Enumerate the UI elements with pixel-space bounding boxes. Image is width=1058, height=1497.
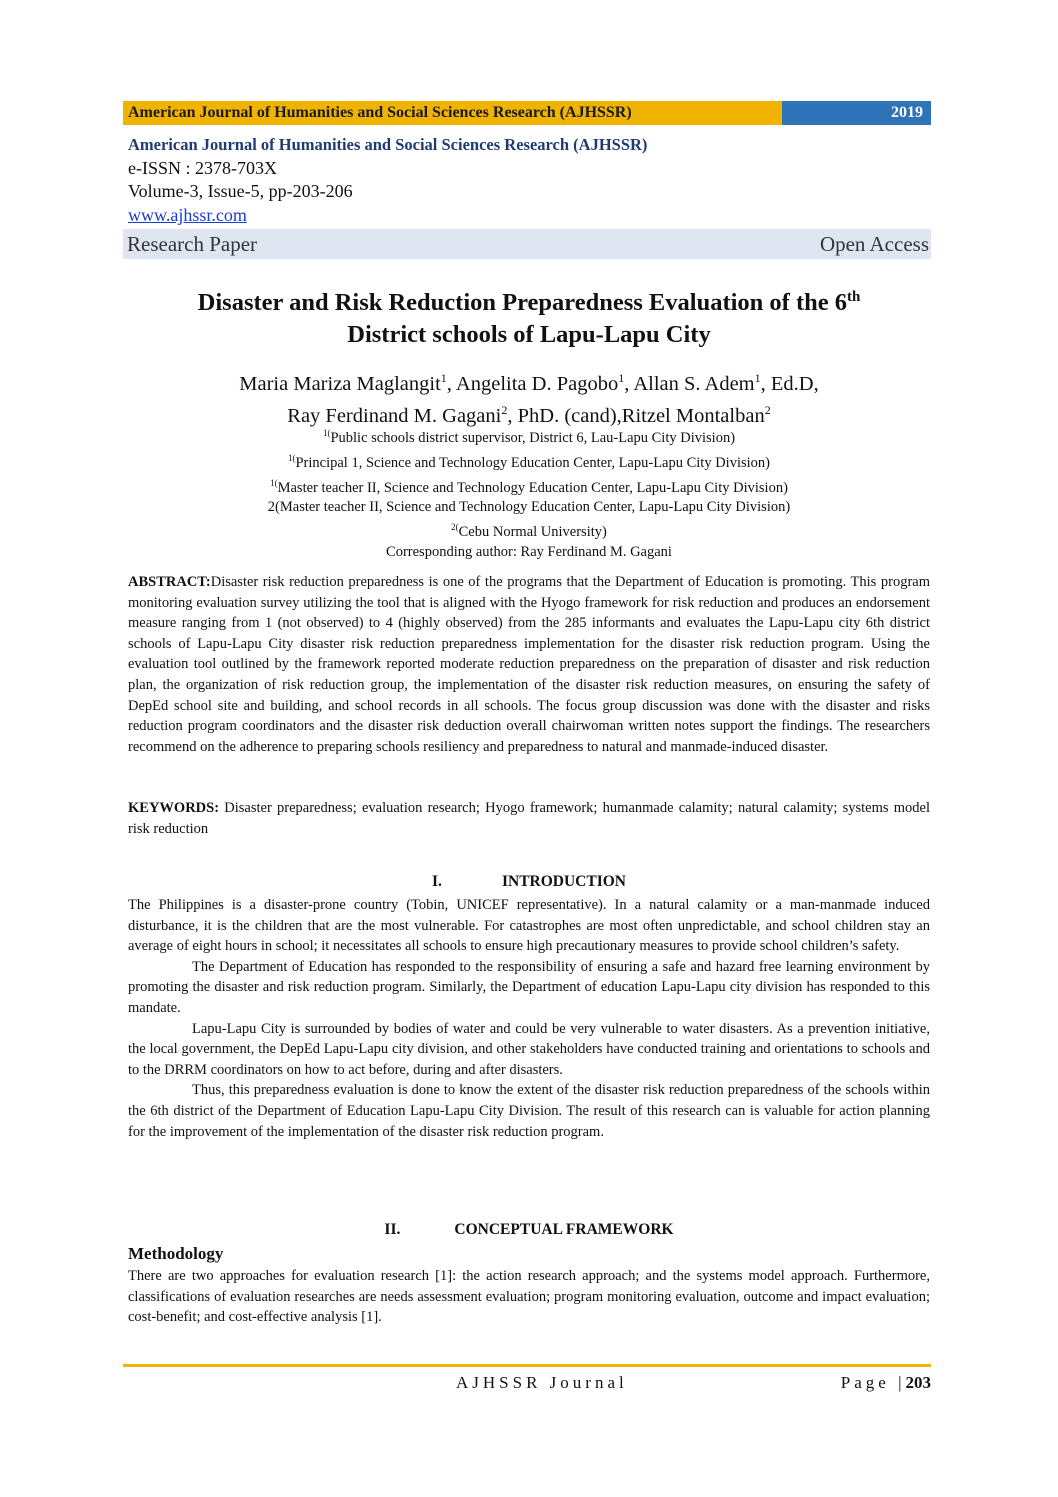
section-title: CONCEPTUAL FRAMEWORK bbox=[454, 1221, 674, 1238]
introduction-body bbox=[128, 895, 930, 1142]
footer-journal: AJHSSR Journal bbox=[456, 1373, 628, 1392]
affiliation-sup: 2( bbox=[451, 522, 459, 533]
affiliation-text: Cebu Normal University) bbox=[458, 524, 607, 541]
affiliation-line bbox=[80, 517, 978, 542]
affiliation-line bbox=[80, 497, 978, 517]
author-sup: 1 bbox=[754, 371, 761, 385]
section-heading-introduction bbox=[128, 873, 930, 891]
affiliation-line bbox=[80, 423, 978, 448]
section-number: II. bbox=[384, 1221, 401, 1238]
abstract-label: ABSTRACT: bbox=[128, 574, 211, 590]
author-sup: 2 bbox=[501, 402, 508, 417]
page-label: Page | bbox=[840, 1373, 906, 1392]
access-type: Open Access bbox=[819, 231, 929, 256]
paragraph: The Department of Education has responded to the responsibility of ensuring a safe and hazard free learning environment by promoting the disaster and risk reduction program. Similarly, the Department of education Lapu-Lapu city division has responded to this mandate. bbox=[128, 958, 930, 1016]
affiliation-text: Principal 1, Science and Technology Education Center, Lapu-Lapu City Division) bbox=[295, 454, 770, 471]
author-name: Ray Ferdinand M. Gagani bbox=[287, 404, 502, 427]
title-sup: th bbox=[846, 289, 861, 305]
author-sup: 1 bbox=[440, 371, 447, 385]
affiliation-line bbox=[80, 448, 978, 473]
section-heading-conceptual-framework bbox=[128, 1221, 930, 1239]
author-sup: 2 bbox=[764, 402, 771, 417]
journal-banner bbox=[123, 101, 931, 125]
abstract-text: Disaster risk reduction preparedness is one of the programs that the Department of Education is promoting. This program monitoring evaluation survey utilizing the tool that is aligned with the Hyogo framework for risk reduction and produces an endorsement measure ranging from 1 (not observed) to 4 (highly observed) from the 285 informants and evaluates the Lapu-Lapu city 6th district schools of Lapu-Lapu City disaster risk reduction preparedness implementation for the disaster risk reduction program. Using the evaluation tool outlined by the framework reported moderate reduction preparedness on the preparation of disaster and risk reduction plan, the organization of risk reduction group, the implementation of the disaster risk reduction measures, on ensuring the safety of DepEd school site and building, and school records in all schools. The focus group discussion was done with the disaster and risks reduction program coordinators and the disaster risk deduction overall chairwoman written notes support the findings. The researchers recommend on the adherence to preparing schools resiliency and preparedness to natural and manmade-induced disaster. bbox=[128, 574, 930, 755]
corresponding-author-text: Corresponding author: Ray Ferdinand M. Gagani bbox=[386, 544, 672, 561]
footer-divider bbox=[123, 1364, 931, 1367]
corresponding-author bbox=[80, 542, 978, 562]
abstract bbox=[128, 572, 930, 757]
keywords-text: Disaster preparedness; evaluation research; Hyogo framework; humanmade calamity; natural calamity; systems model risk reduction bbox=[128, 800, 930, 837]
section-number: I. bbox=[431, 873, 442, 890]
affiliation-sup: 1( bbox=[322, 428, 331, 438]
title-line-1: Disaster and Risk Reduction Preparedness Evaluation of the 6 bbox=[197, 289, 847, 317]
paper-type-band bbox=[123, 229, 931, 259]
author-sup: 1 bbox=[618, 371, 625, 385]
volume-info: Volume-3, Issue-5, pp-203-206 bbox=[128, 181, 353, 201]
subsection-heading: Methodology bbox=[128, 1244, 224, 1263]
title-line-2: District schools of Lapu-Lapu City bbox=[347, 321, 711, 349]
paper-type: Research Paper bbox=[127, 231, 258, 256]
author-name: Allan S. Adem bbox=[633, 372, 755, 395]
banner-journal-name: American Journal of Humanities and Social Sciences Research (AJHSSR) bbox=[123, 101, 782, 125]
paper-title bbox=[80, 281, 978, 351]
author-name: Maria Mariza Maglangit bbox=[239, 372, 441, 395]
section-title: INTRODUCTION bbox=[501, 873, 626, 890]
affiliation-line bbox=[80, 473, 978, 498]
methodology-body: There are two approaches for evaluation research [1]: the action research approach; and the systems model approach. Furthermore, classifications of evaluation researches are needs assessment evaluation; program monitoring evaluation, outcome and impact evaluation; cost-benefit; and cost-effective analysis [1]. bbox=[128, 1268, 930, 1326]
footer-page bbox=[841, 1373, 931, 1393]
author-list: Maria Mariza Maglangit$^1$, Angelita D. Pagobo$^1$, Allan S. Adem$^1$, Ed.D, Ray Ferdinand M. Gagani$^2$, PhD. (cand),Ritzel Montalban$^2$ bbox=[239, 371, 819, 427]
keywords-label: KEYWORDS: bbox=[128, 800, 220, 816]
author-name: Ritzel Montalban bbox=[621, 404, 765, 427]
affiliation-text: Public schools district supervisor, District 6, Lau-Lapu City Division) bbox=[330, 429, 736, 446]
affiliation-text: 2(Master teacher II, Science and Technology Education Center, Lapu-Lapu City Division) bbox=[267, 499, 791, 516]
banner-year: 2019 bbox=[782, 101, 931, 125]
journal-name: American Journal of Humanities and Social Sciences Research (AJHSSR) bbox=[128, 135, 648, 154]
affiliation-sup: 1( bbox=[270, 477, 278, 488]
journal-link[interactable]: www.ajhssr.com bbox=[128, 205, 247, 225]
author-name: Angelita D. Pagobo bbox=[455, 372, 619, 395]
issn: e-ISSN : 2378-703X bbox=[128, 158, 277, 178]
page-number: 203 bbox=[905, 1373, 931, 1392]
paragraph: Thus, this preparedness evaluation is done to know the extent of the disaster risk reduction preparedness of the schools within the 6th district of the Department of Education Lapu-Lapu City Division. The result of this research can is valuable for action planning for the improvement of the implementation of the disaster risk reduction program. bbox=[128, 1082, 930, 1140]
paragraph: The Philippines is a disaster-prone country (Tobin, UNICEF representative). In a natural calamity or a man-manmade induced disturbance, it is the children that are the most vulnerable. For catastrophes are most often unpredictable, and school children stay an average of eight hours in school; it necessitates all schools to ensure high precautionary measures to provide school children’s safety. bbox=[128, 897, 930, 955]
author-degree: , Ed.D bbox=[760, 372, 814, 395]
affiliation-sup: 1( bbox=[287, 452, 296, 463]
keywords bbox=[128, 798, 930, 839]
affiliation-list bbox=[80, 423, 978, 562]
affiliation-text: Master teacher II, Science and Technology Education Center, Lapu-Lapu City Division) bbox=[277, 479, 788, 496]
author-degree: , PhD. (cand) bbox=[507, 404, 617, 427]
paragraph: Lapu-Lapu City is surrounded by bodies of water and could be very vulnerable to water disasters. As a prevention initiative, the local government, the DepEd Lapu-Lapu city division, and other stakeholders have conducted training and orientations to schools and to the DRRM coordinators on how to act before, during and after disasters. bbox=[128, 1020, 930, 1078]
